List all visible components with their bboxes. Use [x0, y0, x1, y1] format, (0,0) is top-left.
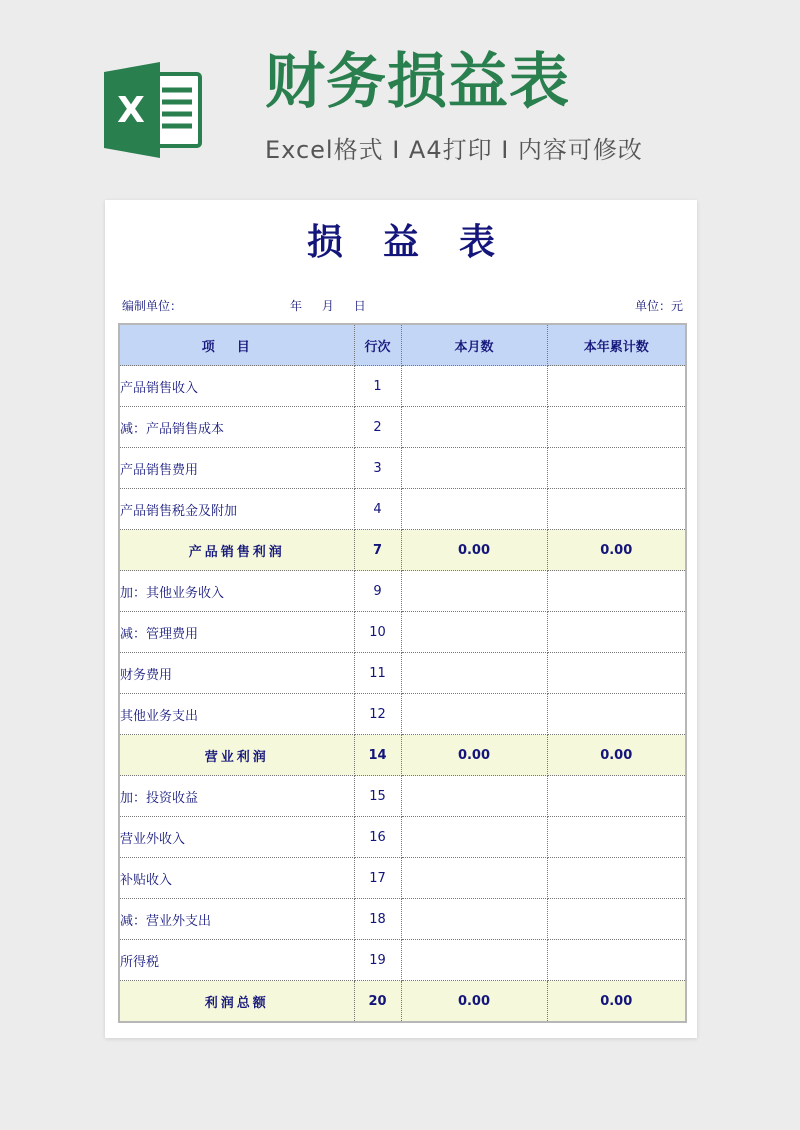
cell-year-to-date[interactable]	[547, 489, 686, 530]
row-line-number: 14	[354, 735, 401, 776]
table-header-row	[119, 324, 686, 366]
table-row	[119, 612, 686, 653]
table-row	[119, 448, 686, 489]
cell-year-to-date[interactable]	[547, 448, 686, 489]
row-item-label: 加：其他业务收入	[119, 571, 354, 612]
cell-year-to-date[interactable]	[547, 899, 686, 940]
cell-current-month[interactable]	[401, 448, 547, 489]
document-title: 损益表	[306, 222, 535, 263]
cell-current-month[interactable]	[401, 653, 547, 694]
cell-current-month[interactable]	[401, 571, 547, 612]
row-item-label: 其他业务支出	[119, 694, 354, 735]
excel-icon	[100, 60, 210, 160]
cell-year-to-date[interactable]	[547, 407, 686, 448]
cell-year-to-date[interactable]	[547, 858, 686, 899]
cell-current-month[interactable]	[401, 899, 547, 940]
cell-year-to-date[interactable]	[547, 366, 686, 407]
preparer-label: 编制单位：	[122, 299, 183, 313]
row-line-number: 9	[354, 571, 401, 612]
row-item-label: 产品销售费用	[119, 448, 354, 489]
row-item-label: 所得税	[119, 940, 354, 981]
row-item-label: 利润总额	[119, 981, 354, 1023]
cell-current-month[interactable]: 0.00	[401, 981, 547, 1023]
cell-year-to-date[interactable]	[547, 776, 686, 817]
table-row	[119, 899, 686, 940]
column-header-line-number: 行次	[354, 324, 401, 366]
template-banner	[0, 0, 800, 200]
row-line-number: 19	[354, 940, 401, 981]
cell-year-to-date[interactable]	[547, 612, 686, 653]
cell-year-to-date[interactable]	[547, 694, 686, 735]
cell-year-to-date[interactable]	[547, 653, 686, 694]
cell-year-to-date[interactable]: 0.00	[547, 735, 686, 776]
cell-current-month[interactable]	[401, 366, 547, 407]
banner-title: 财务损益表	[265, 47, 570, 117]
table-row	[119, 366, 686, 407]
column-header-year-to-date: 本年累计数	[547, 324, 686, 366]
row-line-number: 4	[354, 489, 401, 530]
row-line-number: 2	[354, 407, 401, 448]
subtotal-row	[119, 530, 686, 571]
row-item-label: 营业利润	[119, 735, 354, 776]
cell-current-month[interactable]	[401, 489, 547, 530]
cell-current-month[interactable]: 0.00	[401, 530, 547, 571]
table-row	[119, 940, 686, 981]
row-line-number: 12	[354, 694, 401, 735]
subtotal-row	[119, 735, 686, 776]
income-statement-sheet	[105, 200, 697, 1038]
row-line-number: 16	[354, 817, 401, 858]
table-row	[119, 858, 686, 899]
cell-current-month[interactable]	[401, 940, 547, 981]
row-line-number: 15	[354, 776, 401, 817]
row-item-label: 产品销售收入	[119, 366, 354, 407]
row-line-number: 20	[354, 981, 401, 1023]
cell-current-month[interactable]	[401, 407, 547, 448]
month-label: 月	[321, 299, 334, 313]
table-row	[119, 776, 686, 817]
banner-subtitle: Excel格式 I A4打印 I 内容可修改	[265, 136, 643, 164]
row-line-number: 18	[354, 899, 401, 940]
row-line-number: 11	[354, 653, 401, 694]
row-line-number: 7	[354, 530, 401, 571]
day-label: 日	[353, 299, 366, 313]
row-item-label: 财务费用	[119, 653, 354, 694]
cell-year-to-date[interactable]	[547, 571, 686, 612]
cell-current-month[interactable]	[401, 612, 547, 653]
table-body	[119, 366, 686, 1023]
table-row	[119, 817, 686, 858]
table-row	[119, 489, 686, 530]
row-line-number: 1	[354, 366, 401, 407]
year-label: 年	[290, 299, 303, 313]
currency-unit-label: 单位：元	[634, 299, 683, 313]
subtotal-row	[119, 981, 686, 1023]
table-row	[119, 407, 686, 448]
cell-year-to-date[interactable]: 0.00	[547, 530, 686, 571]
row-item-label: 加：投资收益	[119, 776, 354, 817]
row-line-number: 3	[354, 448, 401, 489]
cell-current-month[interactable]	[401, 817, 547, 858]
row-item-label: 减：营业外支出	[119, 899, 354, 940]
cell-current-month[interactable]	[401, 776, 547, 817]
row-item-label: 产品销售税金及附加	[119, 489, 354, 530]
table-row	[119, 571, 686, 612]
cell-current-month[interactable]	[401, 694, 547, 735]
cell-year-to-date[interactable]	[547, 817, 686, 858]
table-row	[119, 653, 686, 694]
income-statement-table	[118, 323, 687, 1023]
cell-year-to-date[interactable]	[547, 940, 686, 981]
cell-current-month[interactable]	[401, 858, 547, 899]
row-item-label: 减：管理费用	[119, 612, 354, 653]
column-header-current-month: 本月数	[401, 324, 547, 366]
excel-logo-letter: X	[117, 90, 145, 131]
row-item-label: 补贴收入	[119, 858, 354, 899]
row-item-label: 产品销售利润	[119, 530, 354, 571]
row-item-label: 营业外收入	[119, 817, 354, 858]
table-row	[119, 694, 686, 735]
cell-year-to-date[interactable]: 0.00	[547, 981, 686, 1023]
row-item-label: 减：产品销售成本	[119, 407, 354, 448]
row-line-number: 17	[354, 858, 401, 899]
cell-current-month[interactable]: 0.00	[401, 735, 547, 776]
column-header-item: 项目	[119, 324, 354, 366]
date-fields	[290, 297, 382, 314]
row-line-number: 10	[354, 612, 401, 653]
